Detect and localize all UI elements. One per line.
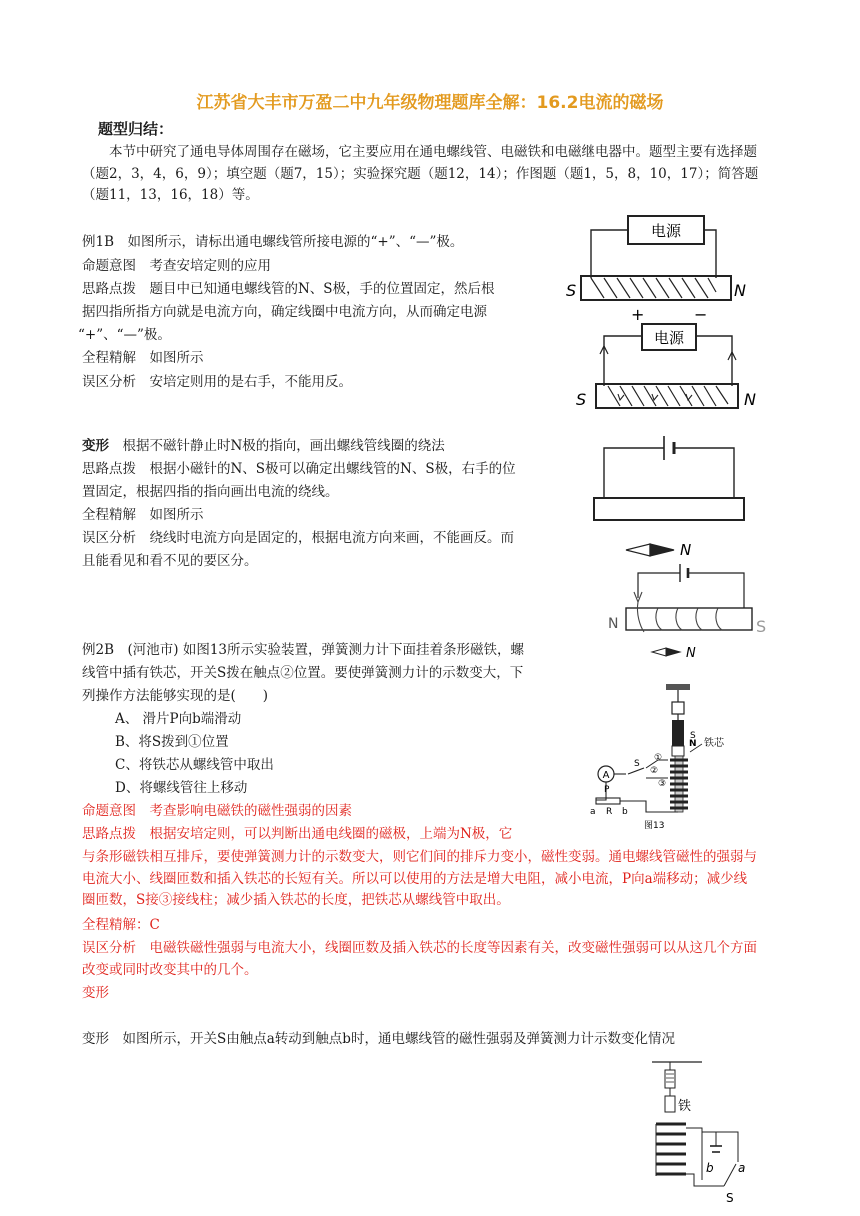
switch-s-label: S: [634, 759, 640, 769]
solenoid-s-label: S: [756, 617, 767, 636]
figure-13-caption: 图13: [644, 821, 665, 831]
variant1-label: 变形: [82, 438, 109, 454]
solenoid-coil-answer: [608, 386, 728, 406]
spring-scale-2: [665, 1070, 675, 1088]
example1-intent: 命题意图 考查安培定则的应用: [82, 258, 271, 274]
summary-paragraph: 本节中研究了通电导体周围存在磁场，它主要应用在通电螺线管、电磁铁和电磁继电器中。题型主要有选择题（题2，3，4，6，9）；填空题（题7，15）；实验探究题（题12，14）；作图题（题1，5，8，10，17）；简答题（题11，13，16，18）等。: [82, 144, 759, 203]
example2-option-d: D、将螺线管往上移动: [115, 780, 248, 796]
slider-p-label: P: [604, 785, 610, 795]
solenoid-answer: [626, 608, 752, 630]
example1-question: 例1B 如图所示，请标出通电螺线管所接电源的“+”、“—”极。: [82, 234, 464, 250]
switch-s-2: [724, 1164, 736, 1186]
magnet-n-label: N: [689, 739, 697, 749]
rheostat: [596, 798, 620, 804]
iron-block: [665, 1096, 675, 1112]
coil: [670, 760, 688, 808]
iron-label: 铁: [678, 1099, 692, 1114]
variant1-question-line: [82, 436, 445, 458]
switch-s2-label: S: [726, 1191, 734, 1205]
variant1-hint-1: 思路点拨 根据小磁针的N、S极可以确定出螺线管的N、S极，右手的位: [82, 461, 516, 477]
example1-answer: 全程精解 如图所示: [82, 350, 204, 366]
contact-2-label: ②: [650, 766, 659, 776]
pole-s-label: S: [566, 281, 577, 300]
ammeter-label: A: [602, 770, 610, 781]
iron-core-label: 铁芯: [704, 738, 724, 749]
variant1-figure: [584, 426, 780, 666]
summary-heading: 题型归结：: [98, 120, 174, 138]
variant1-mistake-2: 且能看见和看不见的要区分。: [82, 553, 258, 569]
power-label: 电源: [650, 222, 682, 240]
compass-needle-answer-icon: [652, 648, 666, 656]
example2-intent: 命题意图 考查影响电磁铁的磁性强弱的因素: [82, 803, 352, 819]
magnet-s-label: S: [690, 731, 696, 741]
contact-b-label: b: [706, 1161, 714, 1175]
solenoid-blank: [594, 498, 744, 520]
power-label-answer: 电源: [653, 329, 685, 347]
rheostat-r-label: R: [606, 807, 613, 817]
solenoid-n-label: N: [608, 616, 619, 632]
example2-hint-2: 与条形磁铁相互排斥，要使弹簧测力计的示数变大，则它们间的排斥力变小，磁性变弱。通电螺线管磁性的强弱与电流大小、线圈匝数和插入铁芯的长短有关。所以可以使用的方法是增大电阻，减小电流，P向a端移动；减少线圈匝数，S接③接线柱；减少插入铁芯的长度，把铁芯从螺线管中取出。: [82, 849, 757, 908]
bar-magnet: [672, 720, 684, 746]
solenoid-coil: [591, 278, 716, 298]
variant1-hint-2: 置固定，根据四指的指向画出电流的绕线。: [82, 484, 339, 500]
example2-option-c: C、将铁芯从螺线管中取出: [115, 757, 274, 773]
example2-variant-label: 变形: [82, 985, 109, 1001]
variant2-question: 变形 如图所示，开关S由触点a转动到触点b时，通电螺线管的磁性强弱及弹簧测力计示数变化情况: [82, 1031, 675, 1047]
contact-a-label: a: [738, 1161, 746, 1175]
example2-question-2: 线管中插有铁芯，开关S拨在触点②位置。要使弹簧测力计的示数变大，下: [82, 665, 524, 681]
example2-question-3: 列操作方法能够实现的是( ): [82, 688, 269, 704]
variant1-mistake-1: 误区分析 绕线时电流方向是固定的，根据电流方向来画，不能画反。而: [82, 530, 514, 546]
example1-figure: [556, 208, 770, 416]
example1-hint-1: 思路点拨 题目中已知通电螺线管的N、S极，手的位置固定，然后根: [82, 281, 495, 297]
example1-hint-3: “+”、“—”极。: [78, 327, 171, 343]
example1-hint-2: 据四指所指方向就是电流方向，确定线圈中电流方向，从而确定电源: [82, 304, 487, 320]
compass-n-label-answer: N: [686, 646, 696, 661]
spring-scale: [672, 702, 684, 714]
contact-1-label: ①: [654, 753, 663, 763]
compass-n-label: N: [680, 541, 692, 559]
variant2-figure: [646, 1058, 756, 1208]
example2-answer: 全程精解：C: [82, 917, 160, 933]
coil-2: [656, 1124, 686, 1174]
variant1-answer: 全程精解 如图所示: [82, 507, 204, 523]
compass-needle-icon: [626, 544, 650, 556]
coil-arrow-icons: [618, 394, 692, 400]
plus-label: +: [631, 305, 645, 324]
rheostat-b-label: b: [622, 807, 628, 817]
example2-question-1: 例2B (河池市) 如图13所示实验装置，弹簧测力计下面挂着条形磁铁，螺: [82, 642, 525, 658]
figure-13: [586, 680, 752, 832]
pole-n-label-answer: N: [744, 390, 756, 409]
example2-option-a: A、 滑片P向b端滑动: [115, 711, 242, 727]
variant1-question: 根据不磁针静止时N极的指向，画出螺线管线圈的绕法: [109, 438, 445, 454]
rheostat-a-label: a: [590, 807, 596, 817]
contact-3-label: ③: [658, 779, 667, 789]
example2-option-b: B、将S拨到①位置: [115, 734, 229, 750]
example2-mistake: 误区分析 电磁铁磁性强弱与电流大小，线圈匝数及插入铁芯的长度等因素有关，改变磁性强弱可以从这几个方面改变或同时改变其中的几个。: [82, 940, 757, 978]
pole-n-label: N: [734, 281, 746, 300]
example2-hint-1: 思路点拨 根据安培定则，可以判断出通电线圈的磁极，上端为N极，它: [82, 826, 513, 842]
minus-label: −: [694, 305, 708, 324]
page-title: 江苏省大丰市万盈二中九年级物理题库全解：16.2电流的磁场: [196, 93, 664, 113]
example1-mistake: 误区分析 安培定则用的是右手，不能用反。: [82, 374, 352, 390]
pole-s-label-answer: S: [576, 390, 587, 409]
